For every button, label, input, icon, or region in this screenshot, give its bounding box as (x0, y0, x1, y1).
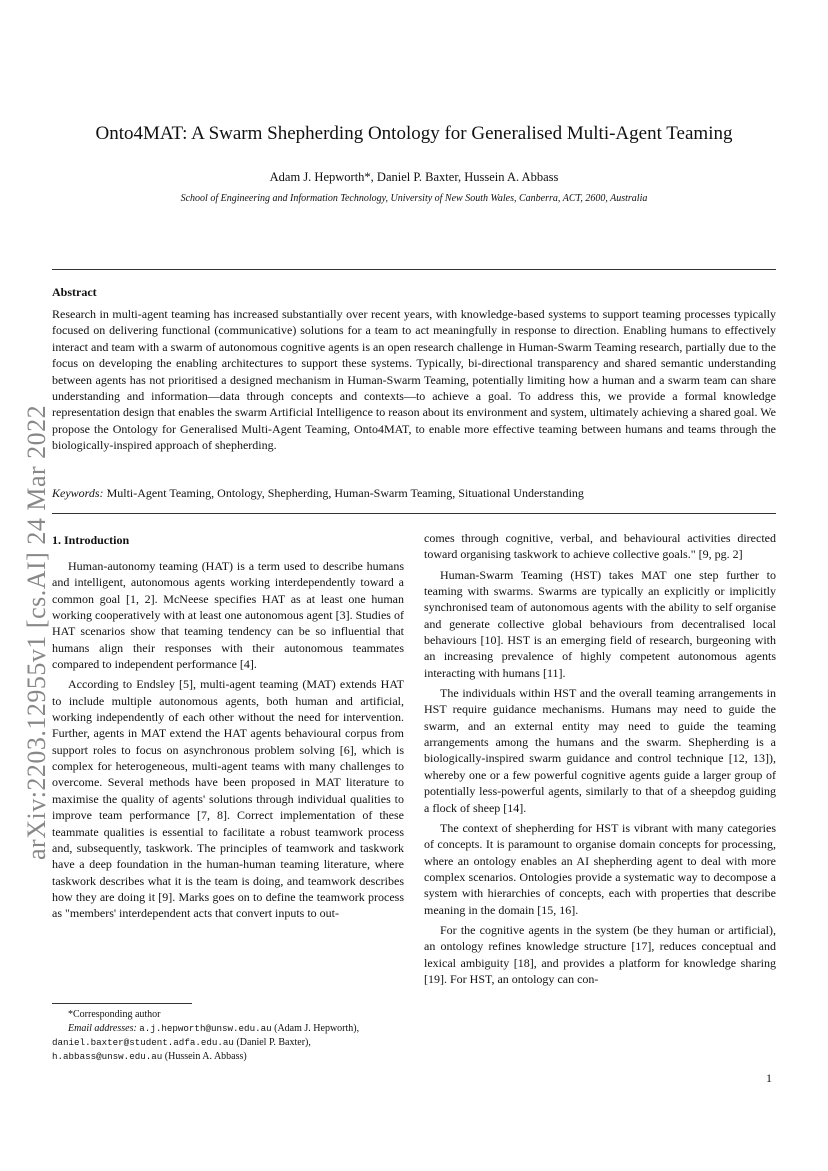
email-label: Email addresses: (68, 1023, 137, 1034)
paragraph: The context of shepherding for HST is vibrant with many categories of concepts. It is paramount to organise domain concepts for processing, where an ontology enables an AI shepherding agent to deal with more complex scenarios. Ontologies provide a systematic way to decompose a system with hierarchies of concepts, each with properties that describe meaning in the domain [15, 16]. (424, 820, 776, 917)
section-heading-introduction: 1. Introduction (52, 533, 130, 547)
author-list: Adam J. Hepworth*, Daniel P. Baxter, Hussein A. Abbass (269, 170, 559, 184)
paper-title: Onto4MAT: A Swarm Shepherding Ontology for Generalised Multi-Agent Teaming (95, 123, 733, 144)
footnote-rule (52, 1003, 192, 1004)
email-owner: (Daniel P. Baxter), (236, 1037, 311, 1048)
email-owner: (Adam J. Hepworth), (274, 1023, 360, 1034)
footnote-corresponding: *Corresponding author (68, 1009, 161, 1020)
paragraph: According to Endsley [5], multi-agent teaming (MAT) extends HAT to include multiple autonomous agents, both human and artificial, working independently of each other without the need for intervention. Further, agents in MAT extend the HAT agents behavioural corpus from support roles to focus on asynchronous problem solving [6], which is complex for heterogeneous, multi-agent teams with many challenges to overcome. Several methods have been proposed in MAT literature to maximise the quality of agents' solutions through individual qualities to improve team performance [7, 8]. Correct implementation of these teammate qualities is essential to facilitate a robust teamwork process and, subsequently, taskwork. The principles of teamwork and taskwork have a deep foundation in the human-human teaming literature, where taskwork describes what it is the team is doing, and teamwork describes how they are doing it [9]. Marks goes on to define the teamwork process as "members' interdependent acts that convert inputs to out- (52, 677, 404, 921)
left-column (52, 532, 404, 926)
footnote-email-line (52, 1050, 404, 1064)
keywords (52, 485, 776, 501)
abstract-body: Research in multi-agent teaming has increased substantially over recent years, with knowledge-based systems to support teaming processes typically focused on delivering functional (communicative) solutions for a team to act meaningfully in response to direction. Enabling humans to effectively interact and team with a swarm of autonomous cognitive agents is an open research challenge in Human-Swarm Teaming research, partially due to the focus on developing the enabling architectures to support these systems. Typically, bi-directional transparency and shared semantic understanding between agents has not prioritised a designed mechanism in Human-Swarm Teaming, potentially limiting how a human and a swarm team can share understanding and information—data through concepts and contexts—to achieve a goal. To address this, we provide a formal knowledge representation design that enables the swarm Artificial Intelligence to reason about its environment and system, ultimately achieving a shared goal. We propose the Ontology for Generalised Multi-Agent Teaming, Onto4MAT, to enable more effective teaming between humans and teams through the biologically-inspired approach of shepherding. (52, 307, 776, 453)
abstract-heading: Abstract (52, 285, 97, 299)
paragraph: For the cognitive agents in the system (be they human or artificial), an ontology refines knowledge structure [17], reduces conceptual and lexical ambiguity [18], and provides a platform for knowledge sharing [19]. For HST, an ontology can con- (424, 922, 776, 986)
email-owner: (Hussein A. Abbass) (164, 1051, 247, 1062)
email-link[interactable]: h.abbass@unsw.edu.au (52, 1051, 163, 1062)
email-link[interactable]: a.j.hepworth@unsw.edu.au (139, 1023, 272, 1034)
arxiv-stamp: arXiv:2203.12955v1 [cs.AI] 24 Mar 2022 (22, 404, 51, 860)
page-number: 1 (766, 1071, 772, 1085)
paragraph: comes through cognitive, verbal, and behavioural activities directed toward organising taskwork to achieve collective goals." [9, pg. 2] (424, 531, 776, 562)
keywords-text: Multi-Agent Teaming, Ontology, Shepherding, Human-Swarm Teaming, Situational Understanding (106, 486, 584, 500)
paragraph: Human-autonomy teaming (HAT) is a term used to describe humans and intelligent, autonomous agents working interdependently toward a common goal [1, 2]. McNeese specifies HAT as at least one human working cooperatively with at least one autonomous agent [3]. Studies of HAT scenarios show that teaming tendency can be so influential that humans align their responses with their autonomous teammates compared to independent performance [4]. (52, 559, 404, 672)
abstract-top-rule (52, 269, 776, 270)
right-column (424, 530, 776, 991)
paragraph: Human-Swarm Teaming (HST) takes MAT one step further to teaming with swarms. Swarms are typically an explicitly or implicitly synchronised team of autonomous agents with the ability to self organise and generate collective global behaviours from decentralised local behaviours [10]. HST is an emerging field of research, burgeoning with an increasing prevalence of highly competent autonomous agents interacting with humans [11]. (424, 567, 776, 680)
email-link[interactable]: daniel.baxter@student.adfa.edu.au (52, 1037, 234, 1048)
paragraph: The individuals within HST and the overall teaming arrangements in HST require guidance mechanisms. Humans may need to guide the swarm, and an external entity may need to guide the teaming arrangements among the humans and the swarm. Shepherding is a biologically-inspired swarm guidance and control technique [12, 13]), whereby one or a few powerful cognitive agents guide a larger group of potentially less-powerful agents, similarly to that of a sheepdog guiding a flock of sheep [14]. (424, 686, 776, 815)
footnote-email-line (52, 1036, 404, 1050)
keywords-label: Keywords: (52, 486, 104, 500)
abstract-bottom-rule (52, 513, 776, 514)
affiliation: School of Engineering and Information Technology, University of New South Wales, Canberra, ACT, 2600, Australia (180, 193, 648, 204)
footnotes (52, 1008, 404, 1064)
footnote-emails (52, 1022, 404, 1036)
